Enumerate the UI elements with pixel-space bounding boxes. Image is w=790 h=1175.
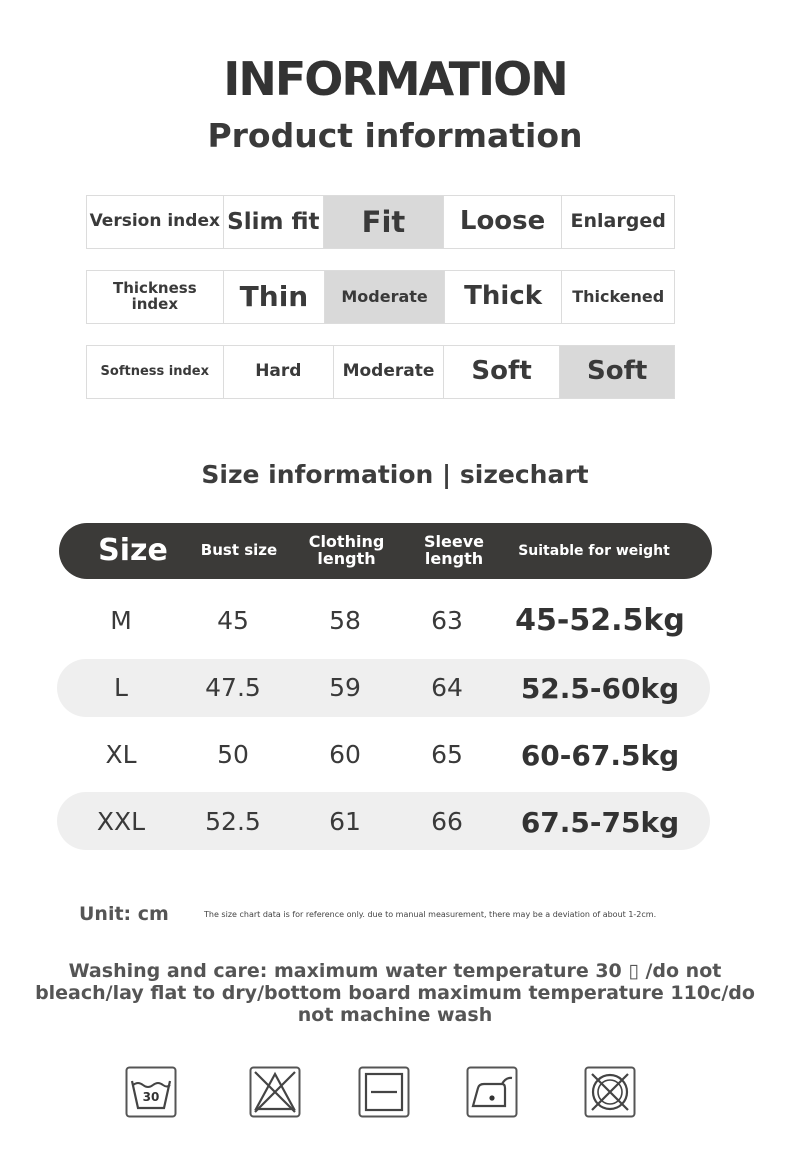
iron-icon <box>466 1066 518 1118</box>
care-instructions <box>0 960 790 1026</box>
sleeve-cell: 66 <box>431 807 463 836</box>
size-cell: XL <box>105 740 137 769</box>
dry-flat-icon <box>358 1066 410 1118</box>
size-section-title: Size information | sizechart <box>201 460 589 489</box>
col-size: Size <box>98 533 168 569</box>
version-option-slim-fit: Slim fit <box>224 196 325 248</box>
col-sleeve-length: Sleeve length <box>424 532 484 568</box>
length-cell: 59 <box>329 673 361 702</box>
no-machine-wash-icon <box>584 1066 636 1118</box>
size-cell: L <box>114 673 128 702</box>
thickness-index-label: Thickness index <box>87 271 224 323</box>
length-cell: 60 <box>329 740 361 769</box>
sleeve-cell: 65 <box>431 740 463 769</box>
size-table-header <box>59 523 712 579</box>
page-title: INFORMATION <box>223 52 567 106</box>
length-cell: 61 <box>329 807 361 836</box>
softness-index-table <box>86 345 675 399</box>
svg-text:30: 30 <box>142 1090 160 1104</box>
sleeve-cell: 63 <box>431 606 463 635</box>
version-index-label: Version index <box>87 196 224 248</box>
version-option-enlarged: Enlarged <box>570 210 666 233</box>
bust-cell: 45 <box>217 606 249 635</box>
softness-option-soft: Soft <box>444 346 561 398</box>
thickness-option-thickened: Thickened <box>572 286 665 306</box>
col-clothing-length: Clothing length <box>308 532 385 568</box>
softness-option-hard: Hard <box>224 346 335 398</box>
softness-option-moderate: Moderate <box>334 346 444 398</box>
page-subtitle: Product information <box>207 116 583 155</box>
thickness-option-thick: Thick <box>445 271 563 323</box>
weight-cell: 60-67.5kg <box>520 739 680 772</box>
size-cell: XXL <box>96 807 146 836</box>
length-cell: 58 <box>329 606 361 635</box>
softness-index-label: Softness index <box>87 346 224 398</box>
col-suitable-weight: Suitable for weight <box>518 542 670 559</box>
version-option-loose: Loose <box>444 196 563 248</box>
weight-cell: 67.5-75kg <box>520 806 680 839</box>
version-option-fit: Fit <box>324 196 444 248</box>
bust-cell: 50 <box>217 740 249 769</box>
bust-cell: 47.5 <box>205 673 261 702</box>
bust-cell: 52.5 <box>205 807 261 836</box>
unit-label: Unit: cm <box>79 903 169 925</box>
care-text: Washing and care: maximum water temperature 30 ▯ /do not bleach/lay flat to dry/bottom board maximum temperature 110c/do not machine wash <box>35 960 755 1026</box>
thickness-option-thin: Thin <box>224 271 326 323</box>
size-cell: M <box>110 606 132 635</box>
sleeve-cell: 64 <box>431 673 463 702</box>
size-note: The size chart data is for reference only. due to manual measurement, there may be a deviation of about 1-2cm. <box>204 910 657 919</box>
wash-30-icon <box>125 1066 177 1118</box>
col-bust-size: Bust size <box>200 541 278 560</box>
softness-option-soft-selected: Soft <box>560 346 674 398</box>
weight-cell: 52.5-60kg <box>520 672 680 705</box>
version-index-table <box>86 195 675 249</box>
thickness-index-table <box>86 270 675 324</box>
no-bleach-icon <box>249 1066 301 1118</box>
thickness-option-moderate: Moderate <box>325 271 445 323</box>
weight-cell: 45-52.5kg <box>515 603 685 638</box>
